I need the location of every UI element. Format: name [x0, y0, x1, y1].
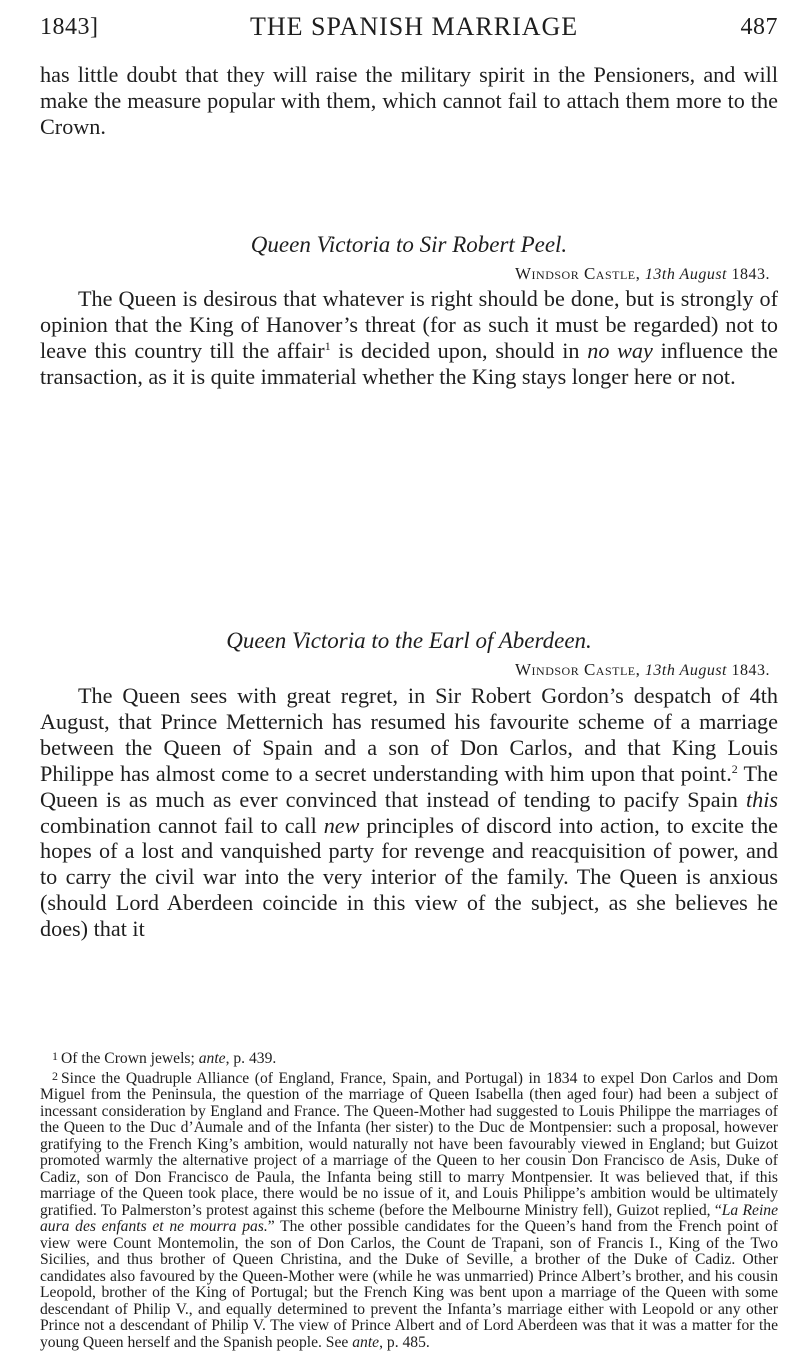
continuation-paragraph — [40, 62, 778, 140]
running-head-year: 1843] — [40, 14, 99, 41]
letter-1-dateline-year: 1843. — [732, 266, 771, 283]
letter-1-text-b: is decided upon, should in — [331, 338, 588, 363]
footnote-1-text-b: , p. 439. — [226, 1050, 277, 1067]
running-head — [40, 8, 778, 48]
page-number: 487 — [741, 14, 779, 41]
letter-2-body — [40, 683, 778, 942]
letter-2-dateline-place: Windsor Castle, — [515, 660, 640, 679]
footnote-2-quotation: La Reine aura des enfants et ne mourra pas. — [40, 1202, 778, 1236]
letter-2-emphasis-new: new — [324, 813, 360, 838]
letter-2-dateline-date: 13th August — [645, 662, 727, 679]
letter-2-text-c: combination cannot fail to call — [40, 813, 324, 838]
letter-1-text-c: influence the transaction, as it is quite immaterial whether the King stays longer here or not. — [40, 338, 778, 389]
footnote-2-text-a: Since the Quadruple Alliance (of England, France, Spain, and Portugal) in 1834 to expel Don Carlos and Dom Miguel from the Peninsula, the question of the marriage of Queen Isabella (then aged four) had been a subject of incessant consideration by England and France. The Queen-Mother had suggested to Louis Philippe the marriages of the Queen to the Duc d’Aumale and of the Infanta (her sister) to the Duc de Montpensier: such a proposal, however gratifying to the French King’s ambition, would naturally not have been favourably viewed in England; but Guizot promoted warmly the alternative project of a marriage of the Queen to her cousin Don Francisco de Asis, Duke of Cadiz, son of Don Francisco de Paula, the Infanta being still to marry Montpensier. It was believed that, if this marriage of the Queen took place, there would be no issue of it, and Louis Philippe’s ambition would be ultimately gratified. To Palmerston’s protest against this scheme (before the Melbourne Ministry fell), Guizot replied, “ — [40, 1070, 778, 1219]
letter-2-dateline-year: 1843. — [732, 662, 771, 679]
letter-2-text-b: The Queen is as much as ever convinced that instead of tending to pacify Spain — [40, 761, 778, 812]
footnote-1 — [40, 1048, 778, 1068]
footnote-2 — [40, 1068, 778, 1351]
footnote-2-text-c: , p. 485. — [379, 1334, 430, 1351]
footnote-1-number: 1 — [52, 1049, 58, 1063]
continuation-text: has little doubt that they will raise the military spirit in the Pensioners, and will make the measure popular with them, which cannot fail to attach them more to the Crown. — [40, 62, 778, 139]
letter-1-heading: Queen Victoria to Sir Robert Peel. — [40, 232, 778, 258]
letter-2-text-a: The Queen sees with great regret, in Sir Robert Gordon’s despatch of 4th August, that Prince Metternich has resumed his favourite scheme of a marriage between the Queen of Spain and a son of Don Carlos, and that King Louis Philippe has almost come to a secret understanding with him upon that point. — [40, 683, 778, 786]
footnote-2-text-b: ” The other possible candidates for the Queen’s hand from the French point of view were Count Montemolin, the son of Don Carlos, the Count de Trapani, son of Francis I., King of the Two Sicilies, and thus brother of Queen Christina, and the Duke of Seville, a brother of the Duke of Cadiz. Other candidates also favoured by the Queen-Mother were (while he was unmarried) Prince Albert’s brother, and his cousin Leopold, brother of the King of Portugal; but the French King was bent upon a marriage of the Queen with some descendant of Philip V., and equally determined to prevent the Infanta’s marriage either with Leopold or any other Prince not a descendant of Philip V. The view of Prince Albert and of Lord Aberdeen was that it was a matter for the young Queen herself and the Spanish people. See — [40, 1218, 778, 1351]
letter-1-text-a: The Queen is desirous that whatever is right should be done, but is strongly of opinion that the King of Hanover’s threat (for as such it must be regarded) not to leave this country till the affair — [40, 286, 778, 363]
letter-1-dateline-place: Windsor Castle, — [515, 264, 640, 283]
letter-1-dateline-date: 13th August — [645, 266, 727, 283]
letter-1-emphasis: no way — [587, 338, 653, 363]
letter-2-text-d: principles of discord into action, to excite the hopes of a lost and vanquished party for revenge and reacquisition of power, and to carry the civil war into the very interior of the family. The Queen is anxious (should Lord Aberdeen coincide in this view of the subject, as she believes he does) that it — [40, 813, 778, 942]
footnote-2-emphasis: ante — [352, 1334, 379, 1351]
footnote-1-emphasis: ante — [199, 1050, 226, 1067]
letter-2-emphasis-this: this — [746, 787, 778, 812]
letter-2-dateline — [515, 660, 770, 680]
footnote-ref-2: 2 — [732, 762, 738, 776]
footnote-ref-1: 1 — [325, 339, 331, 353]
letter-2-heading: Queen Victoria to the Earl of Aberdeen. — [40, 628, 778, 654]
letter-1-dateline — [515, 264, 770, 284]
footnote-1-text-a: Of the Crown jewels; — [61, 1050, 199, 1067]
letter-1-body — [40, 286, 778, 390]
footnote-2-number: 2 — [52, 1069, 58, 1083]
footnotes — [40, 1048, 778, 1351]
running-head-title: THE SPANISH MARRIAGE — [250, 12, 578, 42]
